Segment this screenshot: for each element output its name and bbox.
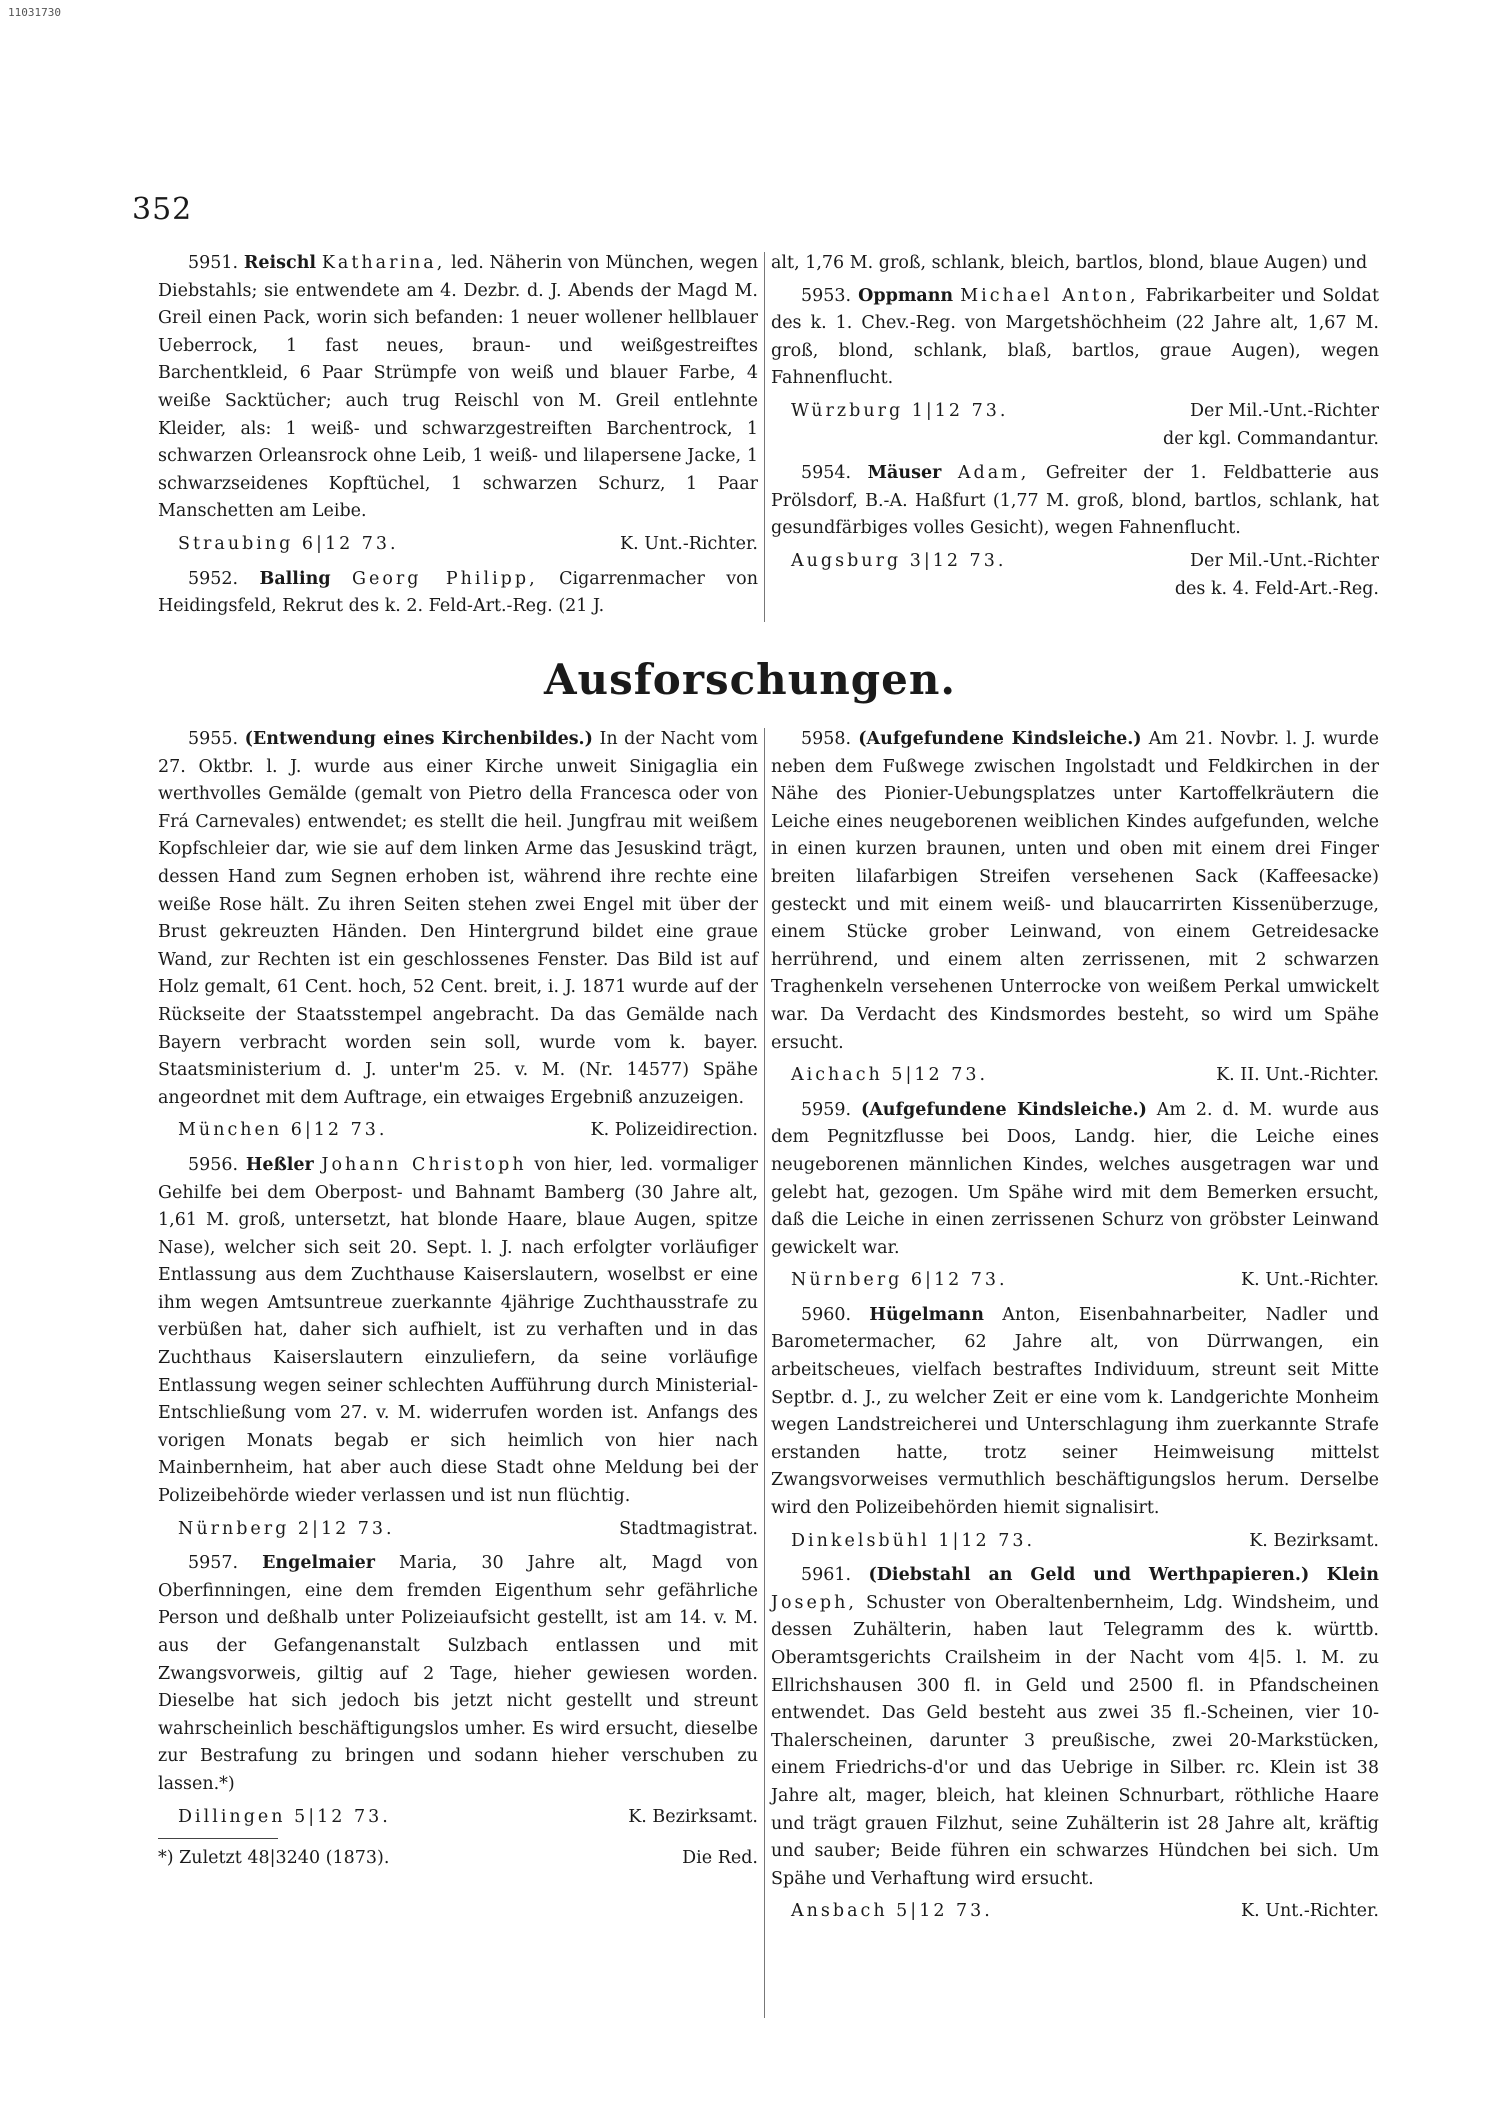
column-top-right	[771, 250, 1379, 610]
footnote	[158, 1845, 758, 1873]
place-date: Straubing 6|12 73.	[178, 533, 399, 554]
place-line	[771, 398, 1379, 453]
section-heading: Ausforschungen.	[543, 655, 957, 704]
place-line	[771, 1898, 1379, 1926]
entry-text: led. Näherin von München, wegen Diebstahls; sie entwendete am 4. Dezbr. d. J. Abends der Magd M. Greil einen Pack, worin sich befanden: 1 neuer wollener hellblauer Ueberrock, 1 fast neues, braun- und weißgestreiftes Barchentkleid, 6 Paar Strümpfe von weiß und blauer Farbe, 4 weiße Sacktücher; auch trug Reischl von M. Greil entlehnte Kleider, als: 1 weiß- und schwarzgestreiften Barchentrock, 1 schwarzen Orleansrock ohne Leib, 1 weiß- und lilapersene Jacke, 1 schwarzseidenes Kopftüchel, 1 schwarzen Schurz, 1 Paar Manschetten am Leibe.	[158, 253, 758, 522]
surname: Heßler	[245, 1154, 314, 1175]
entry-5952-continued	[771, 250, 1379, 278]
surname: Engelmaier	[262, 1553, 376, 1574]
surname: Reischl	[243, 253, 317, 273]
issuing-authority: K. Unt.-Richter.	[620, 533, 758, 554]
entry-number: 5957.	[188, 1553, 239, 1574]
entry-text: 30 Jahre alt, Magd von Oberfinningen, eine dem fremden Eigenthum sehr gefährliche Person und deßhalb unter Polizeiaufsicht gestellt, ist am 14. v. M. aus der Gefangenanstalt Sulzbach entlassen und mit Zwangsvorweis, giltig auf 2 Tage, hieher gewiesen worden. Dieselbe hat sich jedoch bis jetzt nicht gestellt und streunt wahrscheinlich beschäftigungslos umher. Es wird ersucht, dieselbe zur Bestrafung zu bringen und sodann hieher verschuben zu lassen.*)	[158, 1553, 758, 1794]
entry-5955	[158, 726, 758, 1112]
entry-number: 5959.	[801, 1099, 852, 1120]
entry-text: von hier, led. vormaliger Gehilfe bei dem Oberpost- und Bahnamt Bamberg (30 Jahre alt, 1,61 M. groß, untersetzt, hat blonde Haare, blaue Augen, spitze Nase), welcher sich seit 20. Sept. l. J. nach erfolgter vorläufiger Entlassung aus dem Zuchthause Kaiserslautern, woselbst er eine ihm wegen Amtsuntreue zuerkannte 4jährige Zuchthausstrafe zu verbüßen hat, daher sich aufhielt, ist zu verhaften und in das Zuchthaus Kaiserslautern einzuliefern, da seine vorläufige Entlassung wegen seiner schlechten Aufführung durch Ministerial-Entschließung vom 27. v. M. widerrufen worden ist. Anfangs des vorigen Monats begab er sich heimlich von hier nach Mainbernheim, hat aber auch diese Stadt ohne Meldung bei der Polizeibehörde wieder verlassen und ist nun flüchtig.	[158, 1154, 758, 1507]
given-name: Michael Anton,	[960, 285, 1139, 306]
issuing-authority: Stadtmagistrat.	[619, 1518, 758, 1539]
entry-number: 5951.	[188, 253, 239, 273]
surname: Oppmann	[858, 285, 954, 306]
place-date: Dinkelsbühl 1|12 73.	[791, 1530, 1036, 1551]
entry-number: 5953.	[801, 285, 852, 306]
entry-5961	[771, 1562, 1379, 1893]
place-line	[771, 1062, 1379, 1090]
entry-number: 5955.	[188, 729, 239, 749]
issuing-authority	[1175, 548, 1379, 603]
place-date: Augsburg 3|12 73.	[791, 550, 1007, 571]
entry-5953	[771, 283, 1379, 393]
place-date: Ansbach 5|12 73.	[791, 1901, 993, 1922]
authority-line-2: der kgl. Commandantur.	[1162, 428, 1379, 449]
place-line	[158, 1516, 758, 1544]
place-date: Dillingen 5|12 73.	[178, 1806, 391, 1827]
given-name: Maria,	[399, 1553, 458, 1574]
given-name: Anton,	[1002, 1304, 1061, 1325]
authority-line-2: des k. 4. Feld-Art.-Reg.	[1174, 578, 1379, 599]
entry-text: Gefreiter der 1. Feldbatterie aus Prölsdorf, B.-A. Haßfurt (1,77 M. groß, blond, bartlos, schlank, hat gesundfärbiges volles Gesicht), wegen Fahnenflucht.	[771, 463, 1379, 539]
surname: Balling	[259, 568, 331, 589]
given-name: Katharina,	[321, 253, 446, 273]
entry-5958	[771, 726, 1379, 1057]
column-divider	[764, 728, 765, 2018]
given-name: Johann Christoph	[321, 1154, 527, 1175]
entry-5960	[771, 1302, 1379, 1523]
place-line	[771, 1528, 1379, 1556]
place-date: Würzburg 1|12 73.	[791, 400, 1009, 421]
column-bottom-left	[158, 726, 758, 1873]
place-line	[771, 548, 1379, 603]
place-date: Nürnberg 2|12 73.	[178, 1518, 395, 1539]
surname: Klein	[1326, 1565, 1379, 1586]
place-date: Aichach 5|12 73.	[791, 1065, 989, 1086]
entry-number: 5961.	[801, 1565, 852, 1586]
entry-5959	[771, 1097, 1379, 1263]
footnote-signature: Die Red.	[682, 1848, 758, 1869]
entry-title: (Aufgefundene Kindsleiche.)	[860, 1099, 1147, 1120]
column-bottom-right	[771, 726, 1379, 1933]
entry-5956	[158, 1152, 758, 1511]
entry-5954	[771, 460, 1379, 543]
entry-5957	[158, 1550, 758, 1798]
column-top-left	[158, 250, 758, 626]
place-date: Nürnberg 6|12 73.	[791, 1270, 1008, 1291]
entry-text: Fabrikarbeiter und Soldat des k. 1. Chev.-Reg. von Margetshöchheim (22 Jahre alt, 1,67 M. groß, blond, schlank, blaß, bartlos, graue Augen), wegen Fahnenflucht.	[771, 285, 1379, 389]
entry-number: 5960.	[801, 1304, 852, 1325]
entry-text: Schuster von Oberaltenbernheim, Ldg. Windsheim, und dessen Zuhälterin, haben laut Telegramm des k. württb. Oberamtsgerichts Crailsheim in der Nacht vom 4|5. l. M. zu Ellrichshausen 300 fl. in Geld und 2500 fl. in Pfandscheinen entwendet. Das Geld besteht aus zwei 35 fl.-Scheinen, vier 10-Thalerscheinen, darunter 3 preußische, zwei 20-Markstücken, einem Friedrichs-d'or und das Uebrige in Silber. rc. Klein ist 38 Jahre alt, mager, bleich, hat kleinen Schnurbart, röthliche Haare und trägt grauen Filzhut, seine Zuhälterin ist 28 Jahre alt, kräftig und sauber; Beide führen ein schwarzes Hündchen bei sich. Um Spähe und Verhaftung wird ersucht.	[771, 1592, 1379, 1889]
entry-5951	[158, 250, 758, 526]
place-date: München 6|12 73.	[178, 1120, 388, 1141]
entry-text: Eisenbahnarbeiter, Nadler und Barometermacher, 62 Jahre alt, von Dürrwangen, ein arbeitscheues, vielfach bestraftes Individuum, streunt seit Mitte Septbr. d. J., zu welcher Zeit er eine vom k. Landgerichte Monheim wegen Landstreicherei und Unterschlagung ihm zuerkannte Strafe erstanden hatte, trotz seiner Heimweisung mittelst Zwangsvorweises vermuthlich beschäftigungslos herum. Derselbe wird den Polizeibehörden hiemit signalisirt.	[771, 1304, 1379, 1519]
issuing-authority	[1163, 398, 1379, 453]
entry-number: 5952.	[188, 568, 239, 589]
surname: Hügelmann	[869, 1304, 984, 1325]
surname: Mäuser	[867, 463, 942, 484]
authority-line-1: Der Mil.-Unt.-Richter	[1189, 400, 1379, 421]
issuing-authority: K. Bezirksamt.	[1249, 1530, 1379, 1551]
given-name: Joseph,	[771, 1592, 857, 1613]
entry-number: 5954.	[801, 463, 852, 484]
entry-number: 5956.	[188, 1154, 239, 1175]
entry-text: Cigarrenmacher von Heidingsfeld, Rekrut des k. 2. Feld-Art.-Reg. (21 J.	[158, 568, 758, 617]
entry-text: Am 21. Novbr. l. J. wurde neben dem Fußwege zwischen Ingolstadt und Feldkirchen in der Nähe des Pionier-Uebungsplatzes unter Kartoffelkräutern die Leiche eines neugeborenen weiblichen Kindes aufgefunden, welche in einen kurzen braunen, unten und oben mit einem drei Finger breiten lilafarbigen Streifen versehenen Sack (Kaffeesacke) gesteckt und mit einem weiß- und blaucarrirten Kissenüberzuge, einem Stücke grober Leinwand, von einem Getreidesacke herrührend, und einem alten zerrissenen, mit 2 schwarzen Traghenkeln versehenen Unterrocke von weißem Perkal umwickelt war. Da Verdacht des Kindsmordes besteht, so wird um Spähe ersucht.	[771, 729, 1379, 1053]
given-name: Adam,	[957, 463, 1030, 484]
place-line	[771, 1267, 1379, 1295]
document-id: 11031730	[8, 6, 61, 19]
entry-number: 5958.	[801, 729, 852, 749]
page-number: 352	[132, 192, 193, 227]
entry-text: alt, 1,76 M. groß, schlank, bleich, bartlos, blond, blaue Augen) und	[771, 253, 1368, 273]
issuing-authority: K. Unt.-Richter.	[1241, 1901, 1379, 1922]
authority-line-1: Der Mil.-Unt.-Richter	[1189, 550, 1379, 571]
given-name: Georg Philipp,	[352, 568, 538, 589]
footnote-rule	[158, 1838, 278, 1839]
place-line	[158, 1804, 758, 1832]
issuing-authority: K. Unt.-Richter.	[1241, 1270, 1379, 1291]
entry-title: (Diebstahl an Geld und Werthpapieren.)	[868, 1565, 1310, 1586]
entry-5952	[158, 566, 758, 621]
entry-text: Am 2. d. M. wurde aus dem Pegnitzflusse bei Doos, Landg. hier, die Leiche eines neugeborenen männlichen Kindes, welches ausgetragen war und gelebt hat, gezogen. Um Spähe wird mit dem Bemerken ersucht, daß die Leiche in einen zerrissenen Schurz von gröbster Leinwand gewickelt war.	[771, 1099, 1379, 1258]
place-line	[158, 1117, 758, 1145]
entry-title: (Aufgefundene Kindsleiche.)	[858, 729, 1142, 749]
entry-title: (Entwendung eines Kirchenbildes.)	[244, 729, 593, 749]
footnote-text: *) Zuletzt 48|3240 (1873).	[158, 1848, 390, 1869]
entry-text: In der Nacht vom 27. Oktbr. l. J. wurde aus einer Kirche unweit Sinigaglia ein werthvolles Gemälde (gemalt von Pietro della Francesca oder von Frá Carnevales) entwendet; es stellt die heil. Jungfrau mit weißem Kopfschleier dar, wie sie auf dem linken Arme das Jesuskind trägt, dessen Hand zum Segnen erhoben ist, während ihre rechte eine weiße Rose hält. Zu ihren Seiten stehen zwei Engel mit über der Brust gekreuzten Händen. Den Hintergrund bildet eine graue Wand, zur Rechten ist ein geschlossenes Fenster. Das Bild ist auf Holz gemalt, 61 Cent. hoch, 52 Cent. breit, i. J. 1871 wurde auf der Rückseite der Staatsstempel angebracht. Da das Gemälde nach Bayern verbracht worden sein soll, wurde vom k. bayer. Staatsministerium d. J. unter'm 25. v. M. (Nr. 14577) Spähe angeordnet mit dem Auftrage, ein etwaiges Ergebniß anzuzeigen.	[158, 729, 758, 1108]
issuing-authority: K. II. Unt.-Richter.	[1216, 1065, 1379, 1086]
column-divider	[764, 252, 765, 622]
issuing-authority: K. Polizeidirection.	[590, 1120, 758, 1141]
place-line	[158, 531, 758, 559]
issuing-authority: K. Bezirksamt.	[628, 1806, 758, 1827]
